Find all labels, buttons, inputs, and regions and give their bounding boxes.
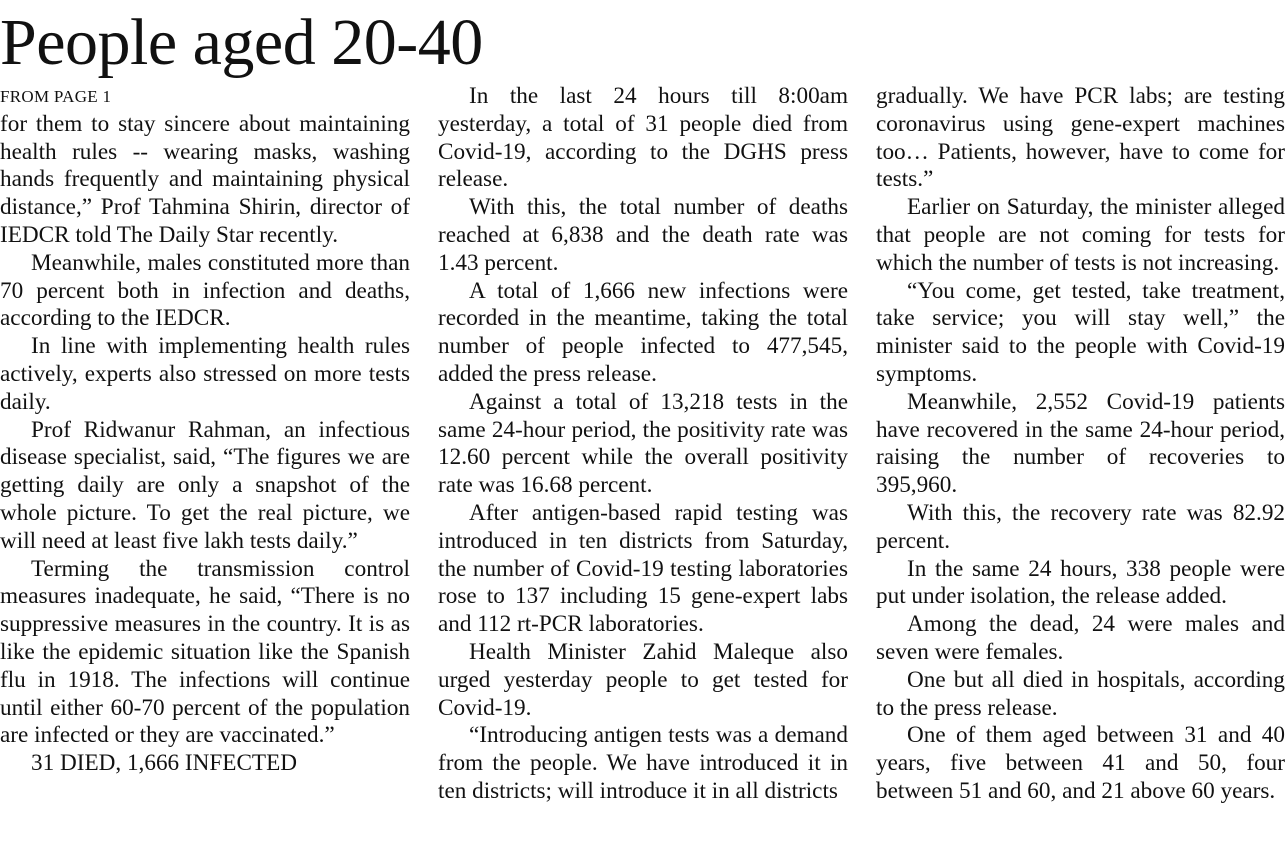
paragraph: Earlier on Saturday, the minister alleged that people are not coming for tests for which the number of tests is not increasing. <box>876 194 1285 276</box>
headline: People aged 20-40 <box>0 6 483 79</box>
paragraph: Meanwhile, 2,552 Covid-19 patients have recovered in the same 24-hour period, raising the number of recoveries to 395,960. <box>876 388 1285 499</box>
paragraph: for them to stay sincere about maintaining health rules -- wearing masks, washing hands frequently and maintaining physical distance,” Prof Tahmina Shirin, director of IEDCR told The Daily Star recently. <box>0 110 410 248</box>
paragraph: Health Minister Zahid Maleque also urged yesterday people to get tested for Covid-19. <box>438 638 848 721</box>
paragraph: Among the dead, 24 were males and seven were females. <box>876 611 1285 665</box>
subheading: 31 DIED, 1,666 INFECTED <box>31 750 297 777</box>
paragraph: Terming the transmission control measures inadequate, he said, “There is no suppressive measures in the country. It is as like the epidemic situation like the Spanish flu in 1918. The infections will continue until either 60-70 percent of the population are infected or they are vaccinated.” <box>0 555 410 749</box>
paragraph: “You come, get tested, take treatment, take service; you will stay well,” the minister said to the people with Covid-19 symptoms. <box>876 277 1285 387</box>
paragraph: Prof Ridwanur Rahman, an infectious disease specialist, said, “The figures we are getting daily are only a snapshot of the whole picture. To get the real picture, we will need at least five lakh tests daily.” <box>0 416 410 554</box>
paragraph: With this, the total number of deaths reached at 6,838 and the death rate was 1.43 percent. <box>438 194 848 276</box>
paragraph: One but all died in hospitals, according to the press release. <box>876 666 1285 721</box>
paragraph: Meanwhile, males constituted more than 70 percent both in infection and deaths, according to the IEDCR. <box>0 249 410 332</box>
jump-label: FROM PAGE 1 <box>0 87 112 106</box>
paragraph: In the last 24 hours till 8:00am yesterday, a total of 31 people died from Covid-19, according to the DGHS press release. <box>438 83 848 193</box>
paragraph: In the same 24 hours, 338 people were put under isolation, the release added. <box>876 555 1285 610</box>
paragraph: One of them aged between 31 and 40 years, five between 41 and 50, four between 51 and 60, and 21 above 60 years. <box>876 722 1285 804</box>
article-column-2 <box>438 83 848 864</box>
paragraph: After antigen-based rapid testing was introduced in ten districts from Saturday, the number of Covid-19 testing laboratories rose to 137 including 15 gene-expert labs and 112 rt-PCR laboratories. <box>438 499 848 638</box>
paragraph: “Introducing antigen tests was a demand from the people. We have introduced it in ten districts; will introduce it in all districts <box>438 722 848 804</box>
article-column-3 <box>876 83 1285 864</box>
paragraph: gradually. We have PCR labs; are testing coronavirus using gene-expert machines too… Patients, however, have to come for tests.” <box>876 83 1285 193</box>
paragraph: In line with implementing health rules actively, experts also stressed on more tests daily. <box>0 333 410 415</box>
paragraph: Against a total of 13,218 tests in the same 24-hour period, the positivity rate was 12.60 percent while the overall positivity rate was 16.68 percent. <box>438 388 848 499</box>
paragraph: With this, the recovery rate was 82.92 percent. <box>876 499 1285 554</box>
article-column-1 <box>0 83 410 864</box>
paragraph: A total of 1,666 new infections were recorded in the meantime, taking the total number of people infected to 477,545, added the press release. <box>438 277 848 387</box>
